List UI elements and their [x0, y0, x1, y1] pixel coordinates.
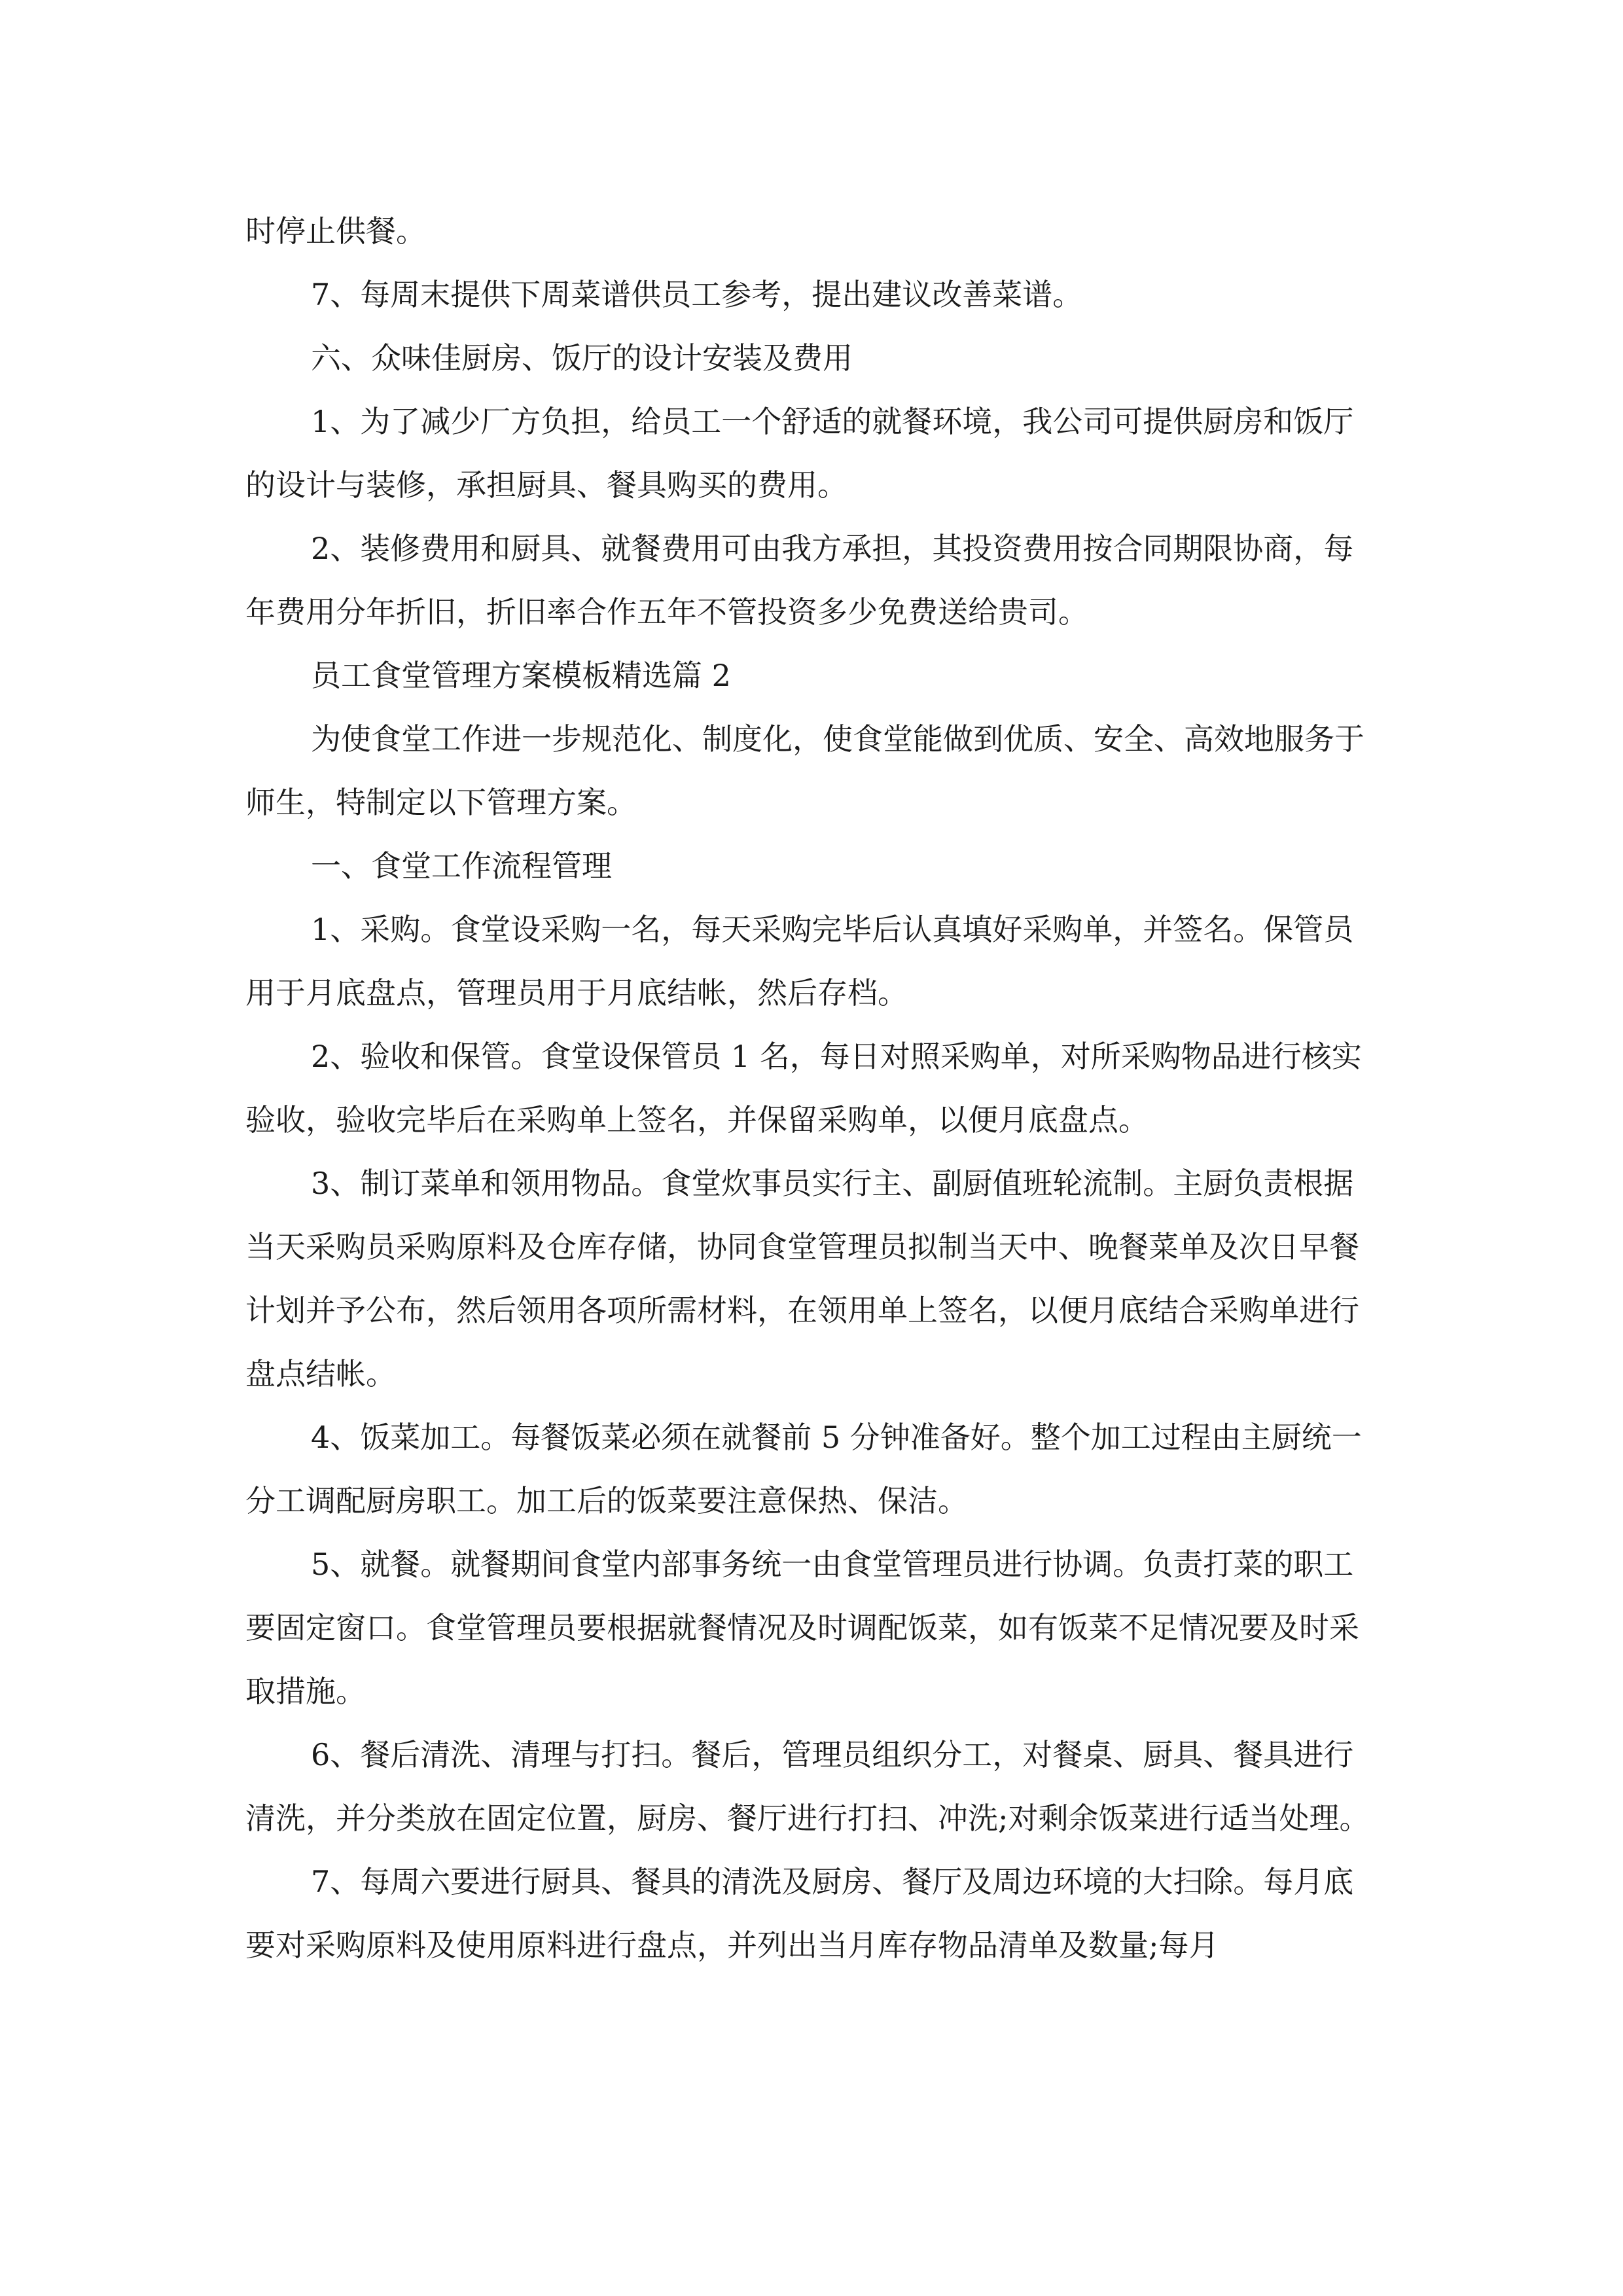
- paragraph-7: 为使食堂工作进一步规范化、制度化，使食堂能做到优质、安全、高效地服务于师生，特制定以下管理方案。: [245, 721, 1364, 820]
- paragraph-13: 5、就餐。就餐期间食堂内部事务统一由食堂管理员进行协调。负责打菜的职工要固定窗口。食堂管理员要根据就餐情况及时调配饭菜，如有饭菜不足情况要及时采取措施。: [245, 1547, 1359, 1709]
- section-heading-one: 一、食堂工作流程管理: [311, 848, 612, 884]
- paragraph-12: 4、饭菜加工。每餐饭菜必须在就餐前 5 分钟准备好。整个加工过程由主厨统一分工调配厨房职工。加工后的饭菜要注意保热、保洁。: [245, 1420, 1362, 1518]
- paragraph-4: 1、为了减少厂方负担，给员工一个舒适的就餐环境，我公司可提供厨房和饭厅的设计与装修，承担厨具、餐具购买的费用。: [245, 404, 1354, 503]
- paragraph-5: 2、装修费用和厨具、就餐费用可由我方承担，其投资费用按合同期限协商，每年费用分年折旧，折旧率合作五年不管投资多少免费送给贵司。: [245, 531, 1354, 630]
- paragraph-1: 时停止供餐。: [245, 213, 426, 249]
- paragraph-15: 7、每周六要进行厨具、餐具的清洗及厨房、餐厅及周边环境的大扫除。每月底要对采购原料及使用原料进行盘点，并列出当月库存物品清单及数量;每月: [245, 1864, 1354, 1963]
- paragraph-11: 3、制订菜单和领用物品。食堂炊事员实行主、副厨值班轮流制。主厨负责根据当天采购员采购原料及仓库存储，协同食堂管理员拟制当天中、晚餐菜单及次日早餐计划并予公布，然后领用各项所需材料，在领用单上签名，以便月底结合采购单进行盘点结帐。: [245, 1166, 1359, 1391]
- document-body: [245, 200, 1381, 1977]
- paragraph-10: 2、验收和保管。食堂设保管员 1 名，每日对照采购单，对所采购物品进行核实验收，验收完毕后在采购单上签名，并保留采购单，以便月底盘点。: [245, 1039, 1362, 1138]
- section-heading-six: 六、众味佳厨房、饭厅的设计安装及费用: [311, 340, 853, 376]
- paragraph-14: 6、餐后清洗、清理与打扫。餐后，管理员组织分工，对餐桌、厨具、餐具进行清洗，并分类放在固定位置，厨房、餐厅进行打扫、冲洗;对剩余饭菜进行适当处理。: [245, 1737, 1370, 1836]
- document-heading-part-2: 员工食堂管理方案模板精选篇 2: [311, 658, 731, 693]
- paragraph-2: 7、每周末提供下周菜谱供员工参考，提出建议改善菜谱。: [311, 277, 1083, 312]
- paragraph-9: 1、采购。食堂设采购一名，每天采购完毕后认真填好采购单，并签名。保管员用于月底盘点，管理员用于月底结帐，然后存档。: [245, 912, 1354, 1011]
